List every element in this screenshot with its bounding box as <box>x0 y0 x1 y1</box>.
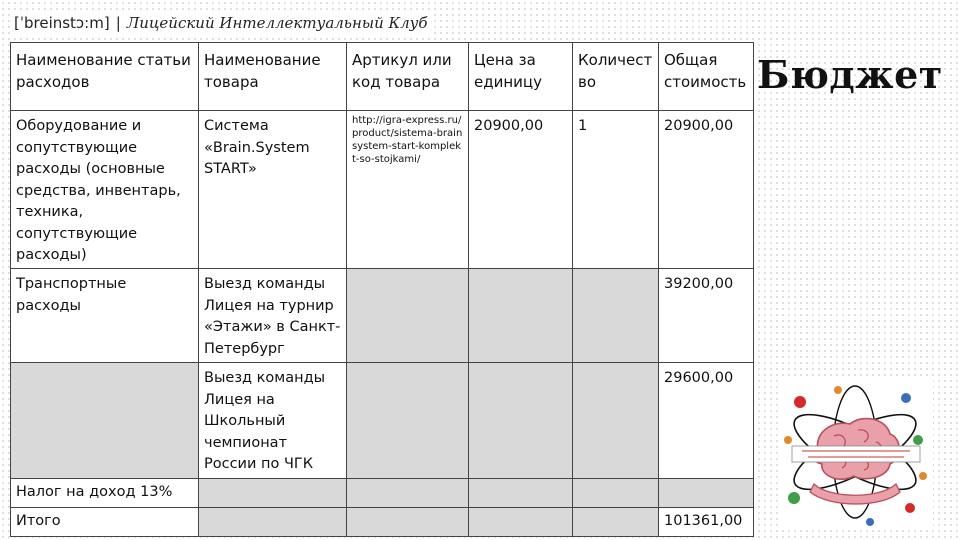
column-header: Цена за единицу <box>469 43 573 111</box>
slide-title: Бюджет <box>757 52 943 97</box>
column-header: Наименование товара <box>199 43 347 111</box>
total-cell: 20900,00 <box>659 111 754 269</box>
total-cell: 101361,00 <box>659 508 754 537</box>
price-cell <box>469 479 573 508</box>
column-header: Артикул или код товара <box>347 43 469 111</box>
item-cell <box>199 508 347 537</box>
price-cell <box>469 508 573 537</box>
category-cell <box>11 363 199 479</box>
club-name: Лицейский Интеллектуальный Клуб <box>126 14 428 32</box>
item-cell: Система «Brain.System START» <box>199 111 347 269</box>
category-cell: Транспортные расходы <box>11 269 199 363</box>
table-row <box>11 508 754 537</box>
code-cell <box>347 479 469 508</box>
quantity-cell <box>573 363 659 479</box>
table-row <box>11 111 754 269</box>
price-cell <box>469 363 573 479</box>
category-cell: Итого <box>11 508 199 537</box>
item-cell <box>199 479 347 508</box>
product-code-link[interactable]: http://igra-express.ru/product/sistema-brainsystem-start-komplekt-so-stojkami/ <box>347 111 469 269</box>
brain-atom-logo-icon <box>778 380 933 530</box>
table-header-row <box>11 43 754 111</box>
code-cell <box>347 269 469 363</box>
price-cell: 20900,00 <box>469 111 573 269</box>
code-cell <box>347 363 469 479</box>
column-header: Наименование статьи расходов <box>11 43 199 111</box>
quantity-cell <box>573 269 659 363</box>
total-cell: 39200,00 <box>659 269 754 363</box>
item-cell: Выезд команды Лицея на Школьный чемпионат России по ЧГК <box>199 363 347 479</box>
column-header: Количест во <box>573 43 659 111</box>
slide-header <box>14 10 434 36</box>
quantity-cell: 1 <box>573 111 659 269</box>
budget-table-container <box>10 42 753 536</box>
brand-name: [ˈbreinstɔ:m] <box>14 14 110 32</box>
header-separator: | <box>115 14 121 32</box>
quantity-cell <box>573 508 659 537</box>
item-cell: Выезд команды Лицея на турнир «Этажи» в Санкт-Петербург <box>199 269 347 363</box>
category-cell: Оборудование и сопутствующие расходы (основные средства, инвентарь, техника, сопутствующие расходы) <box>11 111 199 269</box>
table-row <box>11 269 754 363</box>
price-cell <box>469 269 573 363</box>
quantity-cell <box>573 479 659 508</box>
table-row <box>11 363 754 479</box>
column-header: Общая стоимость <box>659 43 754 111</box>
total-cell: 29600,00 <box>659 363 754 479</box>
category-cell: Налог на доход 13% <box>11 479 199 508</box>
code-cell <box>347 508 469 537</box>
table-row <box>11 479 754 508</box>
budget-table <box>10 42 754 537</box>
total-cell <box>659 479 754 508</box>
